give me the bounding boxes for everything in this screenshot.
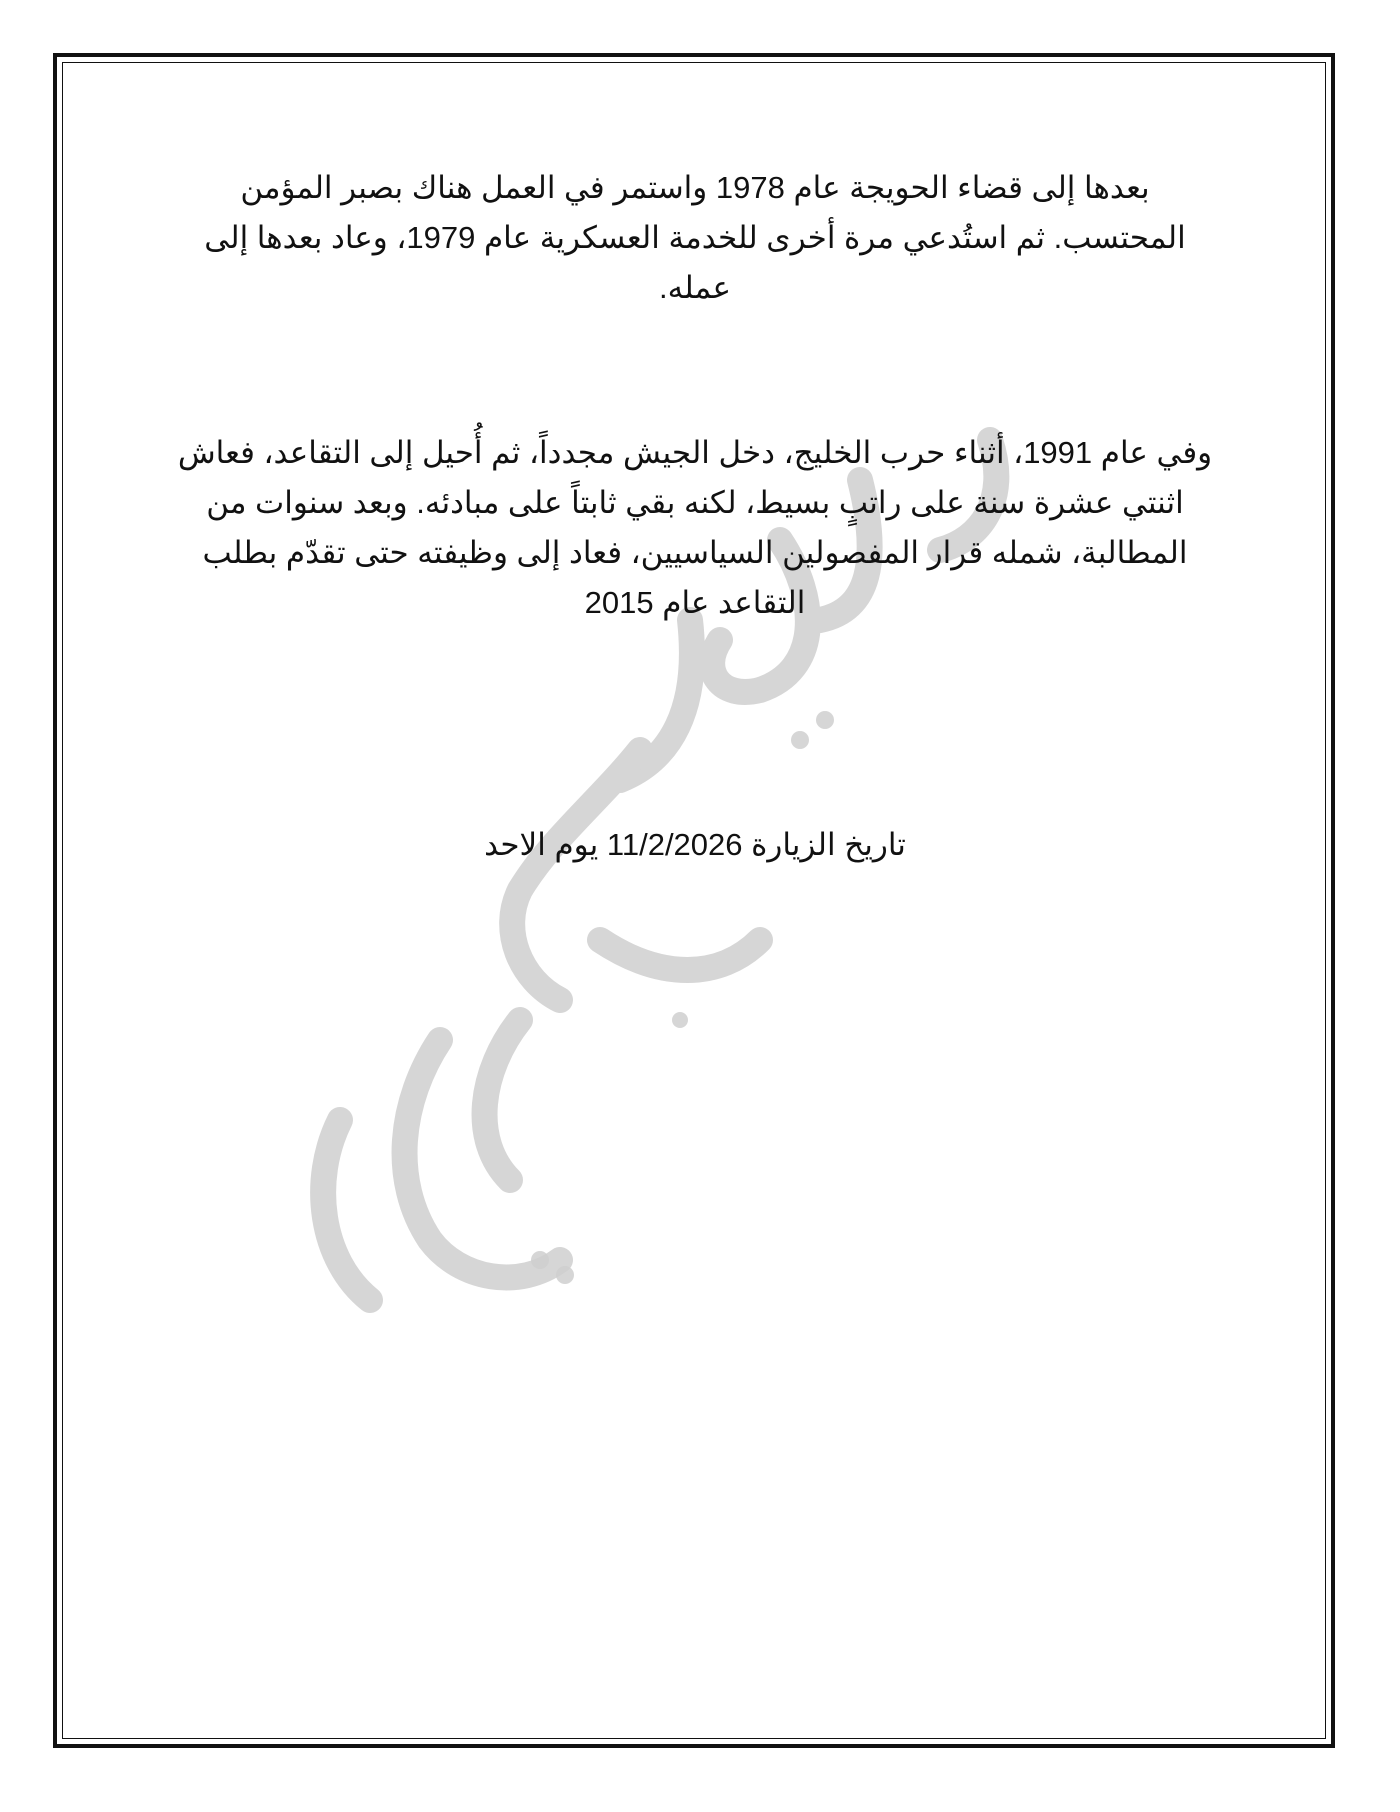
paragraph-2: وفي عام 1991، أثناء حرب الخليج، دخل الجيش مجدداً، ثم أُحيل إلى التقاعد، فعاش اثنتي عشرة سنة على راتبٍ بسيط، لكنه بقي ثابتاً على مبادئه. وبعد سنوات من المطالبة، شمله قرار المفصولين السياسيين، فعاد إلى وظيفته حتى تقدّم بطلب التقاعد عام 2015 — [177, 435, 1213, 620]
page-border-inner — [62, 62, 1326, 1739]
watermark-text: مركز تراث الحسيني التركماني — [220, 420, 233, 421]
paragraph-1: بعدها إلى قضاء الحويجة عام 1978 واستمر في العمل هناك بصبر المؤمن المحتسب. ثم استُدعي مرة أخرى للخدمة العسكرية عام 1979، وعاد بعدها إلى عمله. — [204, 170, 1186, 305]
visit-date-line: تاريخ الزيارة 11/2/2026 يوم الاحد — [484, 827, 906, 862]
